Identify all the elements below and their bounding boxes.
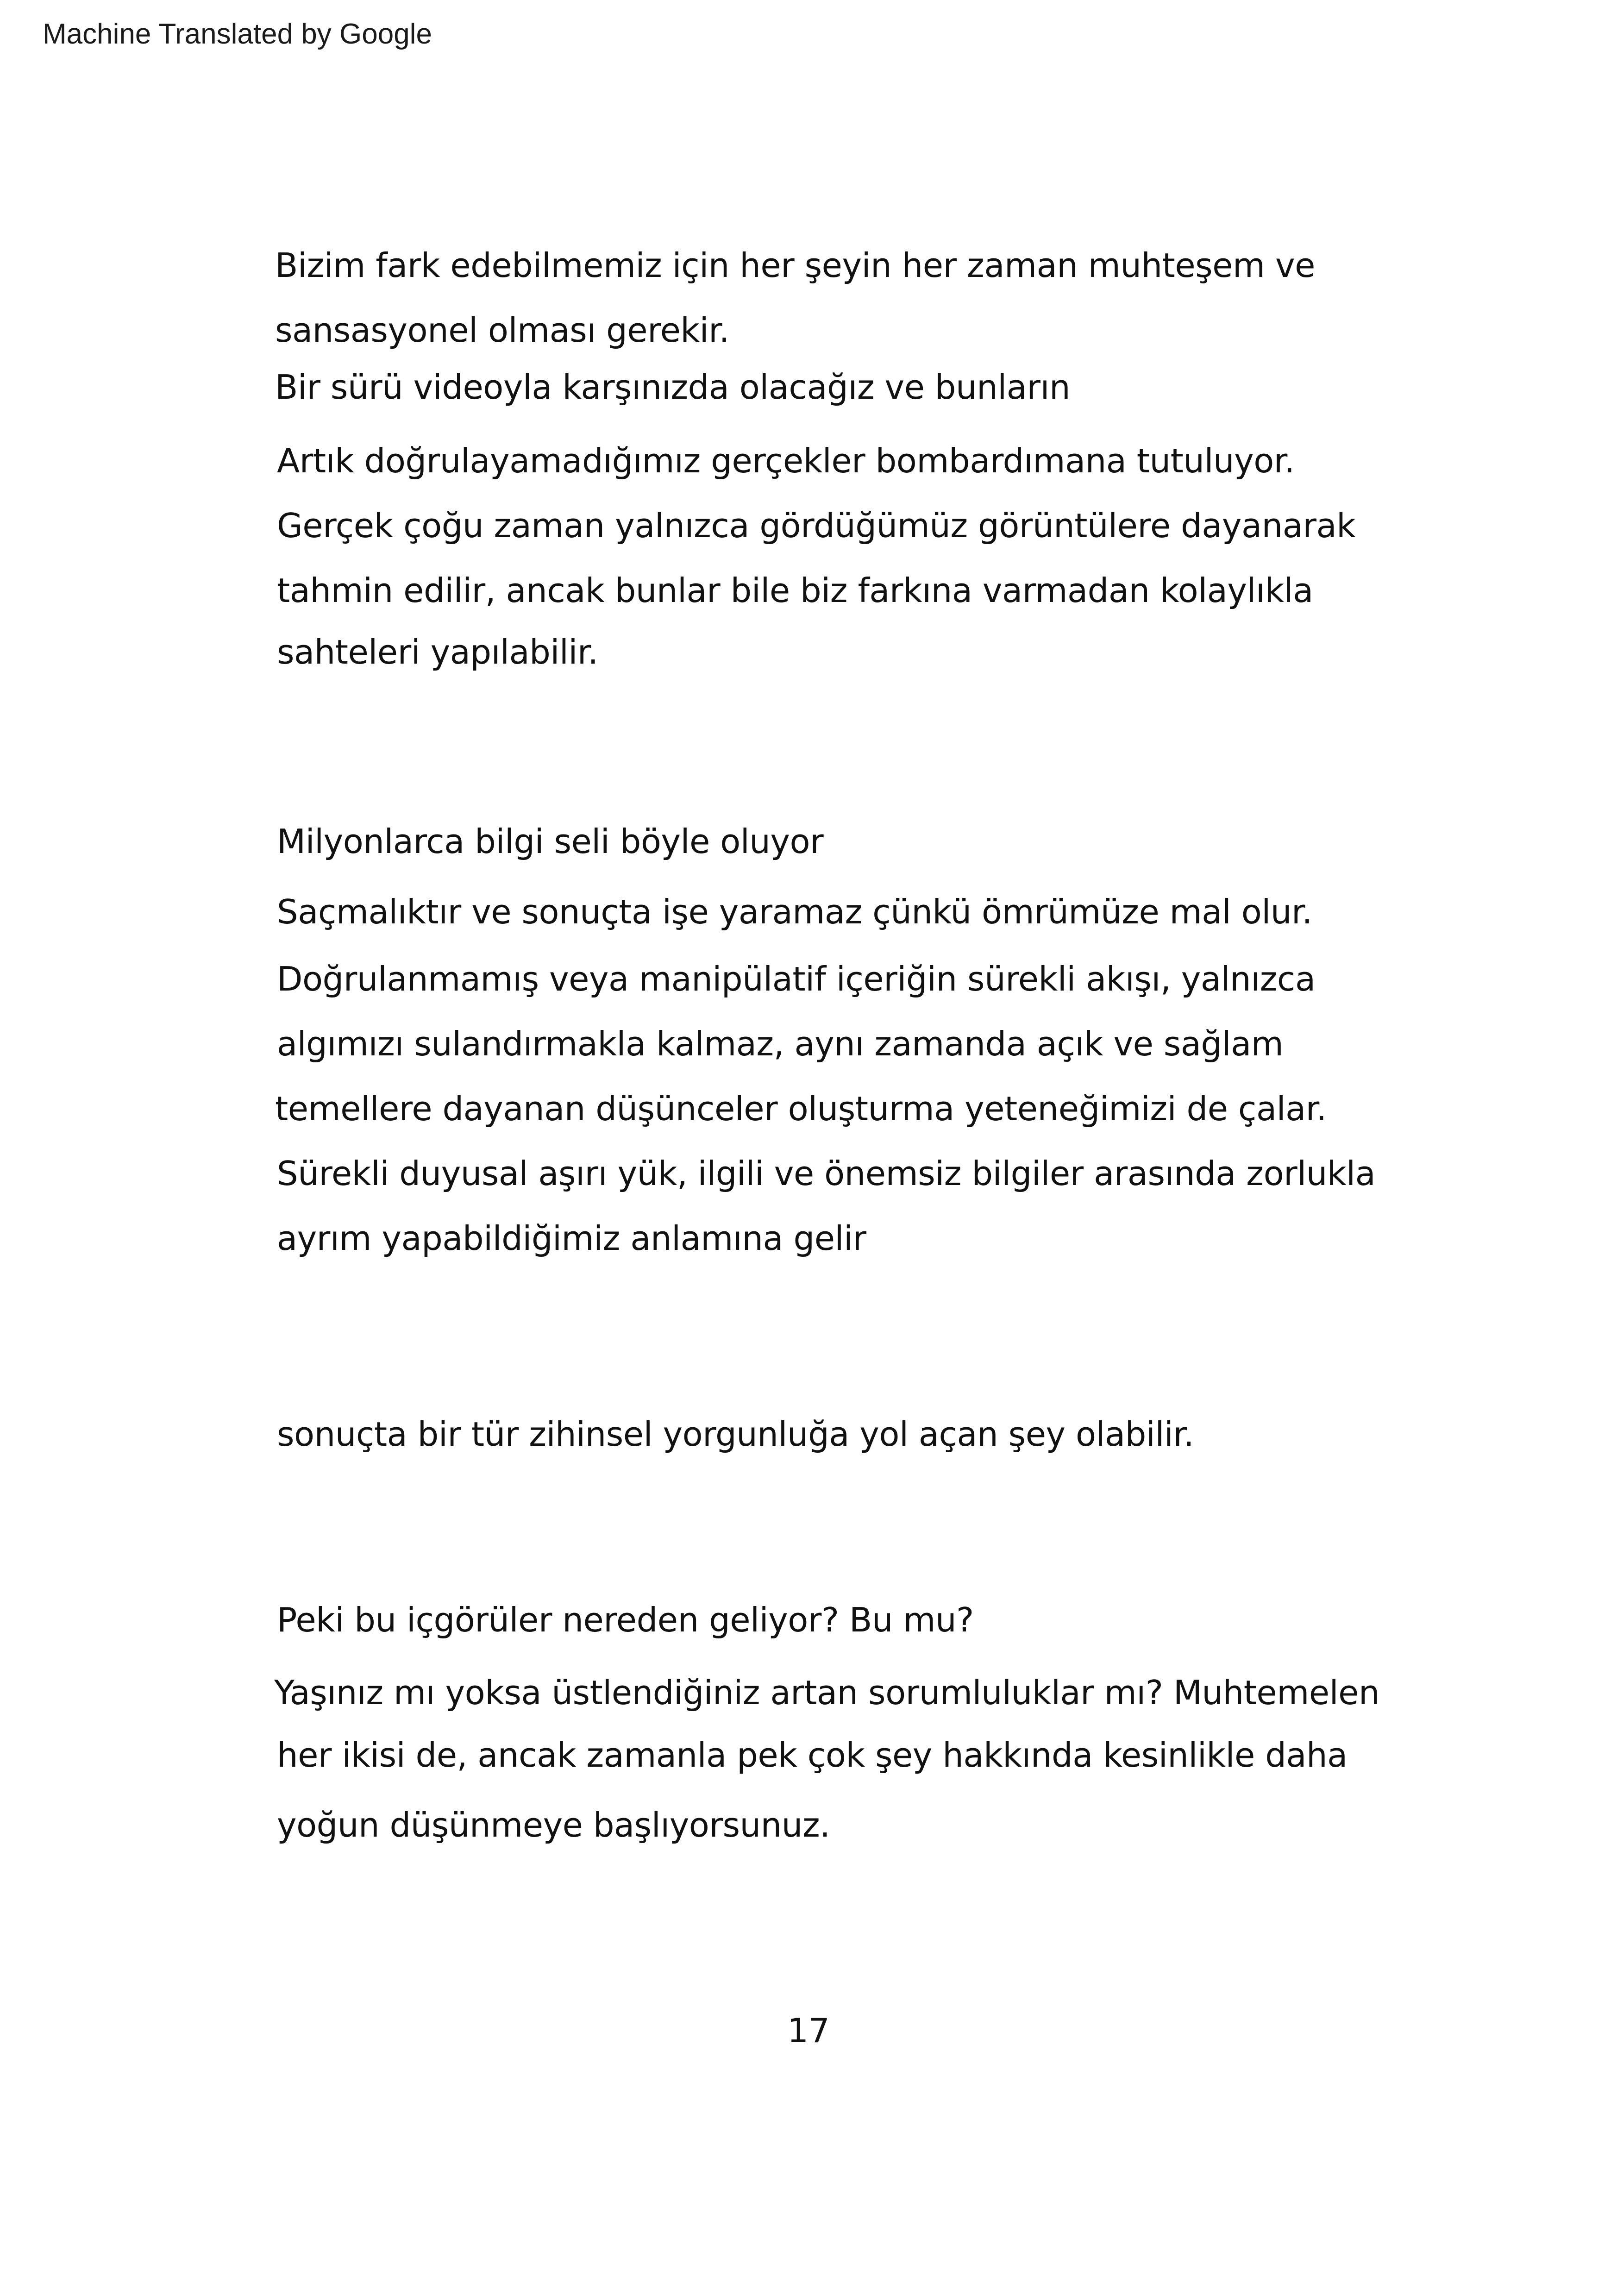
text-line-18: her ikisi de, ancak zamanla pek çok şey hakkında kesinlikle daha xyxy=(277,1736,1348,1775)
machine-translation-watermark: Machine Translated by Google xyxy=(43,18,432,50)
text-line-3: Bir sürü videoyla karşınızda olacağız ve bunların xyxy=(275,368,1071,407)
text-line-7: sahteleri yapılabilir. xyxy=(277,633,598,671)
text-line-19: yoğun düşünmeye başlıyorsunuz. xyxy=(277,1806,830,1844)
text-line-15: sonuçta bir tür zihinsel yorgunluğa yol açan şey olabilir. xyxy=(277,1415,1194,1454)
text-line-13: Sürekli duyusal aşırı yük, ilgili ve önemsiz bilgiler arasında zorlukla xyxy=(277,1154,1376,1193)
text-line-14: ayrım yapabildiğimiz anlamına gelir xyxy=(277,1219,866,1258)
text-line-12: temellere dayanan düşünceler oluşturma yeteneğimizi de çalar. xyxy=(275,1089,1327,1128)
text-line-4: Artık doğrulayamadığımız gerçekler bombardımana tutuluyor. xyxy=(277,441,1295,480)
text-line-9: Saçmalıktır ve sonuçta işe yaramaz çünkü ömrümüze mal olur. xyxy=(277,892,1312,931)
text-line-5: Gerçek çoğu zaman yalnızca gördüğümüz görüntülere dayanarak xyxy=(277,506,1356,545)
text-line-8: Milyonlarca bilgi seli böyle oluyor xyxy=(277,822,824,861)
text-line-11: algımızı sulandırmakla kalmaz, aynı zamanda açık ve sağlam xyxy=(277,1024,1284,1063)
text-line-2: sansasyonel olması gerekir. xyxy=(275,311,729,350)
text-line-10: Doğrulanmamış veya manipülatif içeriğin sürekli akışı, yalnızca xyxy=(277,960,1316,998)
text-line-16: Peki bu içgörüler nereden geliyor? Bu mu? xyxy=(277,1600,974,1639)
text-line-6: tahmin edilir, ancak bunlar bile biz farkına varmadan kolaylıkla xyxy=(277,571,1313,610)
text-line-1: Bizim fark edebilmemiz için her şeyin her zaman muhteşem ve xyxy=(275,246,1315,285)
text-line-17: Yaşınız mı yoksa üstlendiğiniz artan sorumluluklar mı? Muhtemelen xyxy=(274,1673,1380,1712)
page-number: 17 xyxy=(787,2011,830,2050)
